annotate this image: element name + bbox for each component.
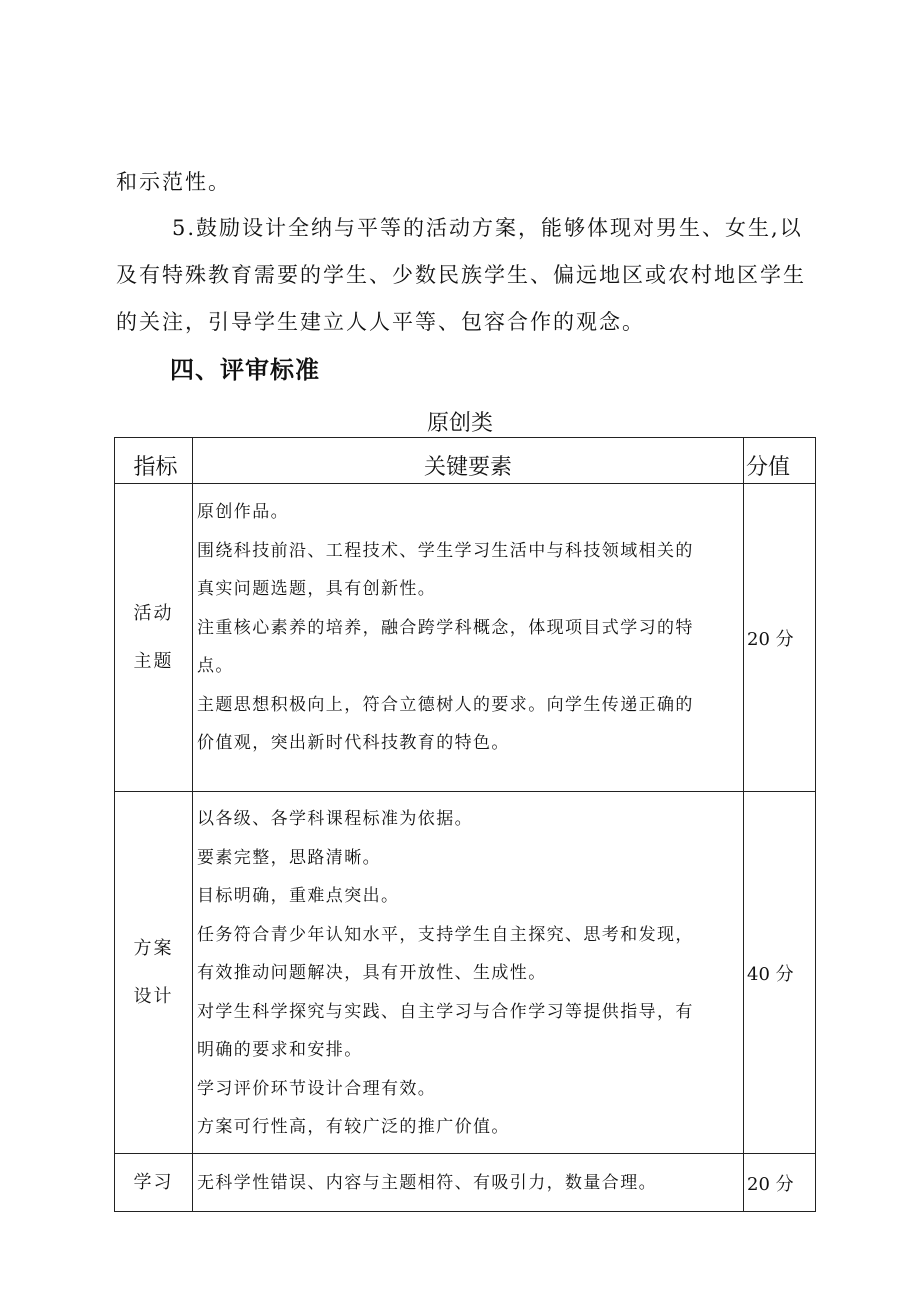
list-item: 无科学性错误、内容与主题相符、有吸引力，数量合理。 [197, 1172, 657, 1193]
list-item: 要素完整，思路清晰。 [197, 847, 381, 868]
list-item: 点。 [197, 656, 234, 676]
list-item: 价值观，突出新时代科技教育的特色。 [197, 733, 510, 753]
key-elements-cell [193, 800, 743, 1153]
section-heading: 四、评审标准 [170, 356, 320, 384]
paragraph-line: 和示范性。 [116, 170, 231, 194]
indicator-cell: 方案 设计 [133, 937, 174, 1007]
list-item: 注重核心素养的培养，融合跨学科概念，体现项目式学习的特 [197, 617, 694, 638]
header-score: 分值 [746, 455, 791, 480]
key-elements-cell [193, 493, 743, 791]
criteria-table [114, 437, 816, 1212]
score-cell: 40 分 [747, 963, 794, 985]
score-cell: 20 分 [747, 628, 794, 650]
header-key-elements: 关键要素 [423, 455, 512, 480]
list-item: 目标明确，重难点突出。 [197, 886, 400, 906]
score-cell: 20 分 [747, 1174, 794, 1195]
row-divider [115, 791, 815, 792]
list-item: 方案可行性高，有较广泛的推广价值。 [197, 1117, 510, 1137]
list-item: 有效推动问题解决，具有开放性、生成性。 [197, 963, 547, 983]
key-elements-cell [193, 1154, 743, 1212]
list-item: 主题思想积极向上，符合立德树人的要求。向学生传递正确的 [197, 694, 694, 715]
list-item: 学习评价环节设计合理有效。 [197, 1078, 437, 1099]
indicator-cell: 学习 [133, 1172, 174, 1193]
list-item: 以各级、各学科课程标准为依据。 [197, 809, 473, 829]
list-item: 原创作品。 [197, 502, 289, 522]
row-divider [115, 483, 815, 484]
paragraph-line: 及有特殊教育需要的学生、少数民族学生、偏远地区或农村地区学生 [116, 263, 806, 287]
header-indicator: 指标 [133, 455, 178, 480]
list-item: 围绕科技前沿、工程技术、学生学习生活中与科技领域相关的 [197, 540, 694, 561]
list-item: 明确的要求和安排。 [197, 1040, 363, 1060]
indicator-cell: 活动 主题 [133, 602, 174, 672]
list-item: 真实问题选题，具有创新性。 [197, 579, 437, 599]
list-item: 对学生科学探究与实践、自主学习与合作学习等提供指导，有 [197, 1001, 694, 1022]
paragraph-line: 5.鼓励设计全纳与平等的活动方案，能够体现对男生、女生,以 [172, 216, 803, 240]
table-title: 原创类 [426, 411, 493, 436]
list-item: 任务符合青少年认知水平，支持学生自主探究、思考和发现， [197, 924, 694, 945]
paragraph-line: 的关注，引导学生建立人人平等、包容合作的观念。 [116, 310, 645, 334]
